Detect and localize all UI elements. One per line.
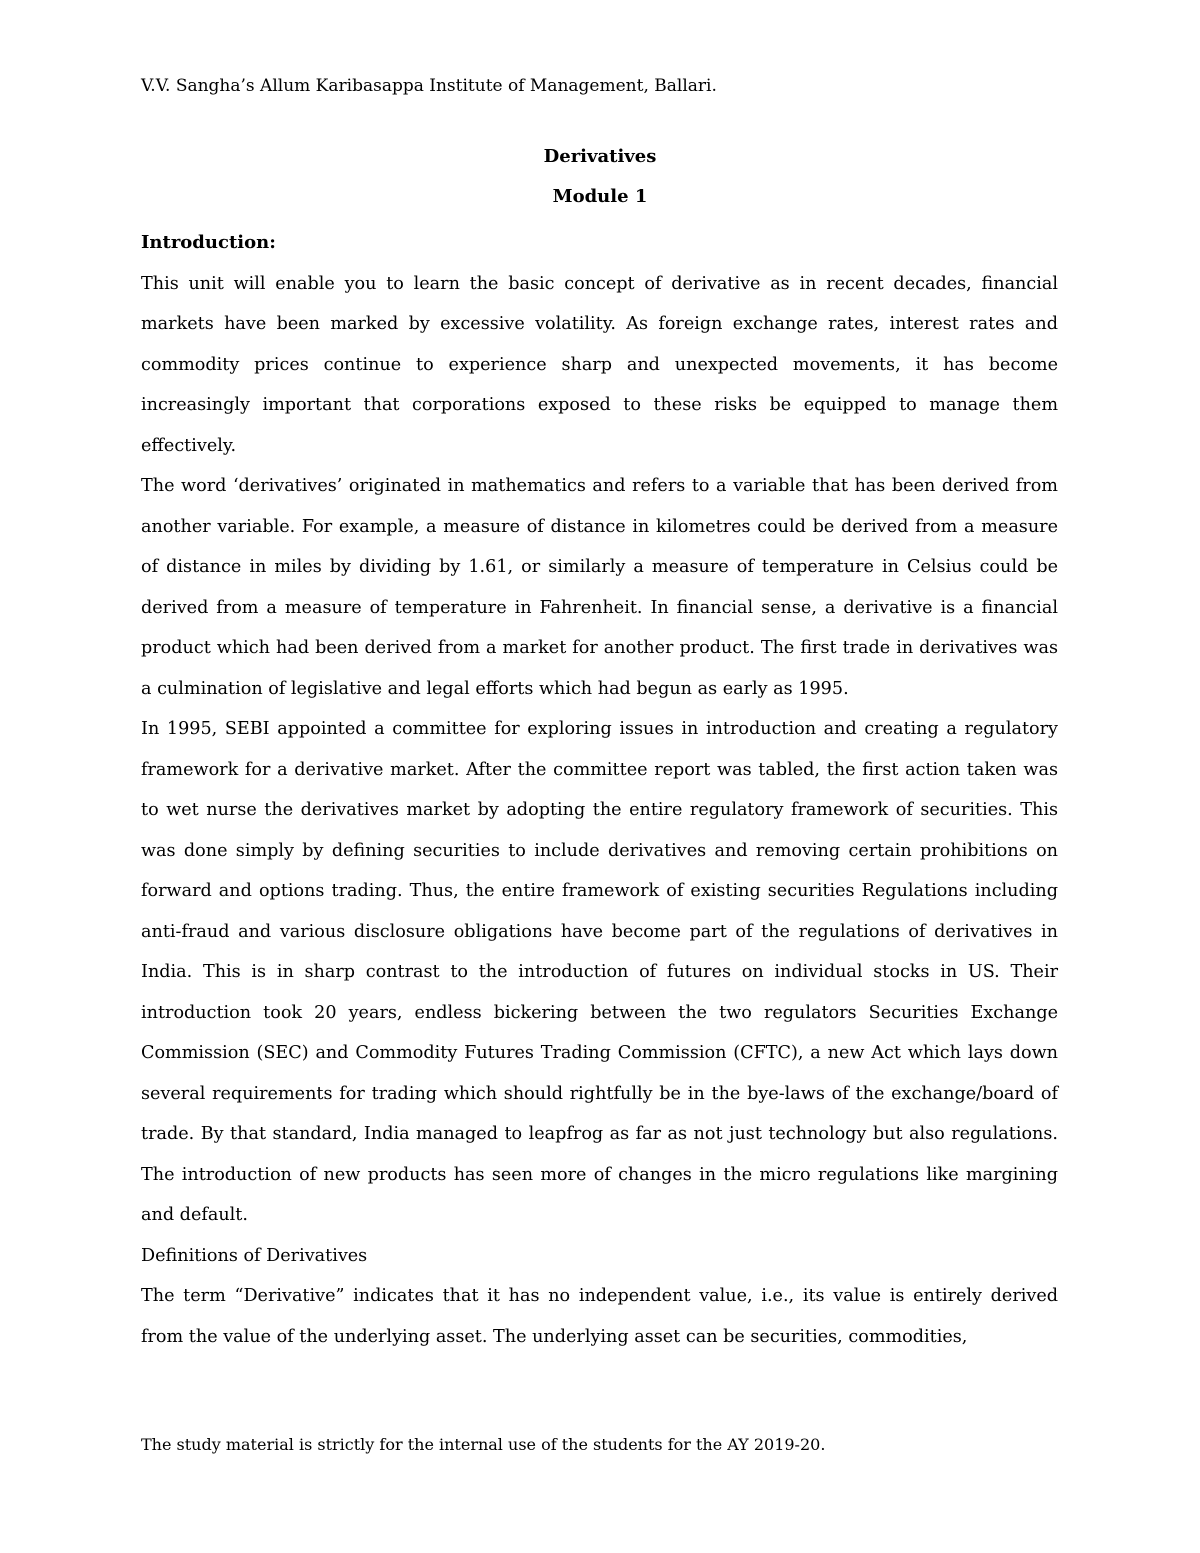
paragraph-intro: This unit will enable you to learn the basic concept of derivative as in recent decades, financial markets have been marked by excessive volatility. As foreign exchange rates, interest rates and commodity prices continue to experience sharp and unexpected movements, it has become increasingly important that corporations exposed to these risks be equipped to manage them effectively. [141, 273, 1058, 456]
page-header: V.V. Sangha’s Allum Karibasappa Institute of Management, Ballari. [141, 76, 717, 96]
paragraph-definitions: The term “Derivative” indicates that it has no independent value, i.e., its value is entirely derived from the value of the underlying asset. The underlying asset can be securities, commodities, [141, 1286, 1058, 1347]
definitions-heading: Definitions of Derivatives [141, 1245, 368, 1266]
module-subtitle: Module 1 [552, 186, 648, 207]
introduction-heading: Introduction: [141, 232, 276, 253]
paragraph-sebi-history: In 1995, SEBI appointed a committee for exploring issues in introduction and creating a regulatory framework for a derivative market. After the committee report was tabled, the first action taken was to wet nurse the derivatives market by adopting the entire regulatory framework of securities. This was done simply by defining securities to include derivatives and removing certain prohibitions on forward and options trading. Thus, the entire framework of existing securities Regulations including anti-fraud and various disclosure obligations have become part of the regulations of derivatives in India. This is in sharp contrast to the introduction of futures on individual stocks in US. Their introduction took 20 years, endless bickering between the two regulators Securities Exchange Commission (SEC) and Commodity Futures Trading Commission (CFTC), a new Act which lays down several requirements for trading which should rightfully be in the bye-laws of the exchange/board of trade. By that standard, India managed to leapfrog as far as not just technology but also regulations. The introduction of new products has seen more of changes in the micro regulations like margining and default. [141, 719, 1058, 1225]
page-footer: The study material is strictly for the internal use of the students for the AY 2019-20. [141, 1435, 826, 1454]
paragraph-word-origin: The word ‘derivatives’ originated in mathematics and refers to a variable that has been derived from another variable. For example, a measure of distance in kilometres could be derived from a measure of distance in miles by dividing by 1.61, or similarly a measure of temperature in Celsius could be derived from a measure of temperature in Fahrenheit. In financial sense, a derivative is a financial product which had been derived from a market for another product. The first trade in derivatives was a culmination of legislative and legal efforts which had begun as early as 1995. [141, 476, 1058, 699]
document-title: Derivatives [543, 146, 657, 167]
document-body [141, 223, 1058, 1357]
